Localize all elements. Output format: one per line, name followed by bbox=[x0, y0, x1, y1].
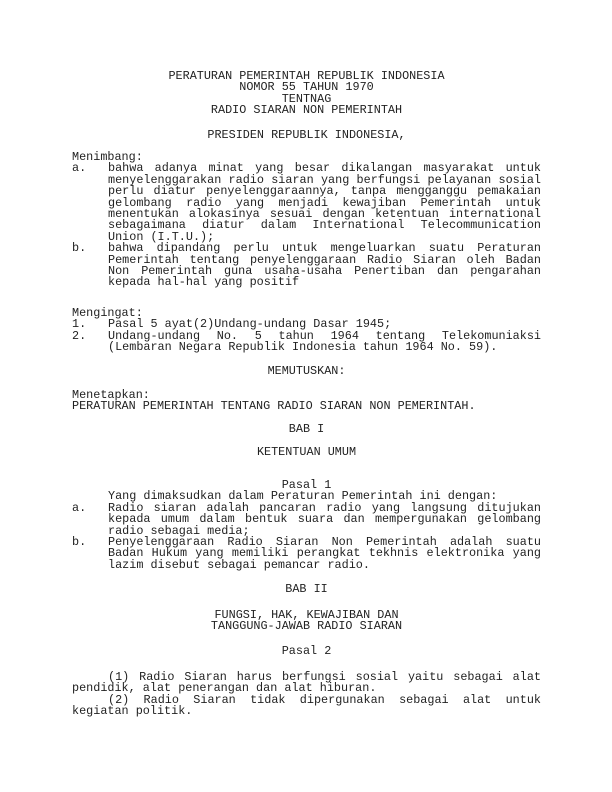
bab1-subtitle: KETENTUAN UMUM bbox=[256, 445, 357, 459]
bab2-subtitle-line: TANGGUNG-JAWAB RADIO SIARAN bbox=[210, 619, 403, 634]
text-line: (Lembaran Negara Republik Indonesia tahun 1964 No. 59). bbox=[108, 340, 498, 355]
list-item bbox=[72, 163, 541, 243]
text-line: kepada hal-hal yang positif bbox=[108, 275, 300, 290]
menimbang-label: Menimbang: bbox=[72, 150, 143, 164]
text-line: (1) Radio Siaran harus berfungsi sosial yaitu sebagai alat bbox=[108, 670, 541, 684]
text-line: Non Pemerintah guna usaha-usaha Penertiban dan pengarahan bbox=[108, 263, 541, 278]
paragraph bbox=[72, 692, 541, 719]
text-line: Penyelenggaraan Radio Siaran Non Pemerintah adalah suatu bbox=[108, 534, 541, 549]
text-line: bahwa adanya minat yang besar dikalangan masyarakat untuk bbox=[108, 161, 541, 176]
text-line: Pasal 5 ayat(2)Undang-undang Dasar 1945; bbox=[108, 317, 392, 332]
document-title bbox=[72, 71, 541, 117]
menimbang-section bbox=[72, 152, 541, 289]
president-heading: PRESIDEN REPUBLIK INDONESIA, bbox=[207, 128, 406, 142]
bab2-subtitle bbox=[72, 610, 541, 633]
list-item bbox=[72, 328, 541, 355]
text-line: pendidik, alat penerangan dan alat hiburan. bbox=[72, 681, 377, 696]
text-line: Pemerintah tentang penyelenggaraan Radio Siaran oleh Badan bbox=[108, 252, 541, 267]
list-item bbox=[72, 534, 541, 572]
mengingat-label: Mengingat: bbox=[72, 306, 143, 320]
pasal2-body bbox=[72, 672, 541, 718]
text-line: sebagaimana diatur dalam International Telecommunication bbox=[108, 218, 541, 233]
item-marker: 2. bbox=[72, 328, 87, 343]
bab2-title: BAB II bbox=[285, 582, 328, 596]
text-line: menentukan alokasinya sesuai dengan ketentuan international bbox=[108, 206, 541, 221]
text-line: Undang-undang No. 5 tahun 1964 tentang Telekomuniaksi bbox=[108, 328, 541, 343]
text-line: gelombang radio yang menjadi kewajiban Pemerintah untuk bbox=[108, 195, 541, 210]
bab2-subtitle-line: FUNGSI, HAK, KEWAJIBAN DAN bbox=[214, 608, 399, 622]
item-marker: a. bbox=[72, 500, 87, 515]
title-line: PERATURAN PEMERINTAH REPUBLIK INDONESIA bbox=[168, 69, 445, 83]
text-line: perlu diatur penyelenggaraannya, tanpa mengganggu pemakaian bbox=[108, 184, 541, 199]
list-item bbox=[72, 243, 541, 289]
text-line: Radio siaran adalah pancaran radio yang langsung ditujukan bbox=[108, 500, 541, 515]
title-line: TENTNAG bbox=[281, 91, 332, 106]
text-line: Union (I.T.U.); bbox=[108, 229, 215, 244]
title-line: NOMOR 55 TAHUN 1970 bbox=[239, 80, 374, 95]
text-line: lazim disebut sebagai pemancar radio. bbox=[108, 557, 370, 572]
menetapkan-label: Menetapkan: bbox=[72, 388, 150, 402]
memutuskan-heading: MEMUTUSKAN: bbox=[267, 364, 346, 378]
text-line: Badan Hukum yang memiliki perangkat tekhnis elektronika yang bbox=[108, 546, 541, 561]
text-line: kegiatan politik. bbox=[72, 704, 193, 719]
item-marker: a. bbox=[72, 161, 87, 176]
text-line: (2) Radio Siaran tidak dipergunakan sebagai alat untuk bbox=[108, 692, 541, 707]
mengingat-section bbox=[72, 308, 541, 354]
pasal2-title: Pasal 2 bbox=[281, 644, 332, 658]
pasal1-intro: Yang dimaksudkan dalam Peraturan Pemerintah ini dengan: bbox=[108, 489, 498, 504]
text-line: menyelenggarakan radio siaran yang berfungsi pelayanan sosial bbox=[108, 172, 541, 187]
pasal1-section bbox=[72, 480, 541, 571]
menetapkan-text: PERATURAN PEMERINTAH TENTANG RADIO SIARAN NON PEMERINTAH. bbox=[72, 399, 476, 414]
item-marker: b. bbox=[72, 241, 87, 256]
item-marker: 1. bbox=[72, 317, 87, 332]
pasal1-title: Pasal 1 bbox=[281, 478, 332, 492]
bab1-title: BAB I bbox=[288, 422, 325, 436]
item-marker: b. bbox=[72, 534, 87, 549]
title-line: RADIO SIARAN NON PEMERINTAH bbox=[210, 103, 403, 118]
text-line: bahwa dipandang perlu untuk mengeluarkan suatu Peraturan bbox=[108, 241, 541, 256]
paragraph bbox=[72, 672, 541, 695]
list-item bbox=[72, 500, 541, 538]
text-line: kepada umum dalam bentuk suara dan mempergunakan gelombang bbox=[108, 512, 541, 527]
text-line: radio sebagai media; bbox=[108, 523, 250, 538]
menetapkan-section bbox=[72, 390, 541, 413]
